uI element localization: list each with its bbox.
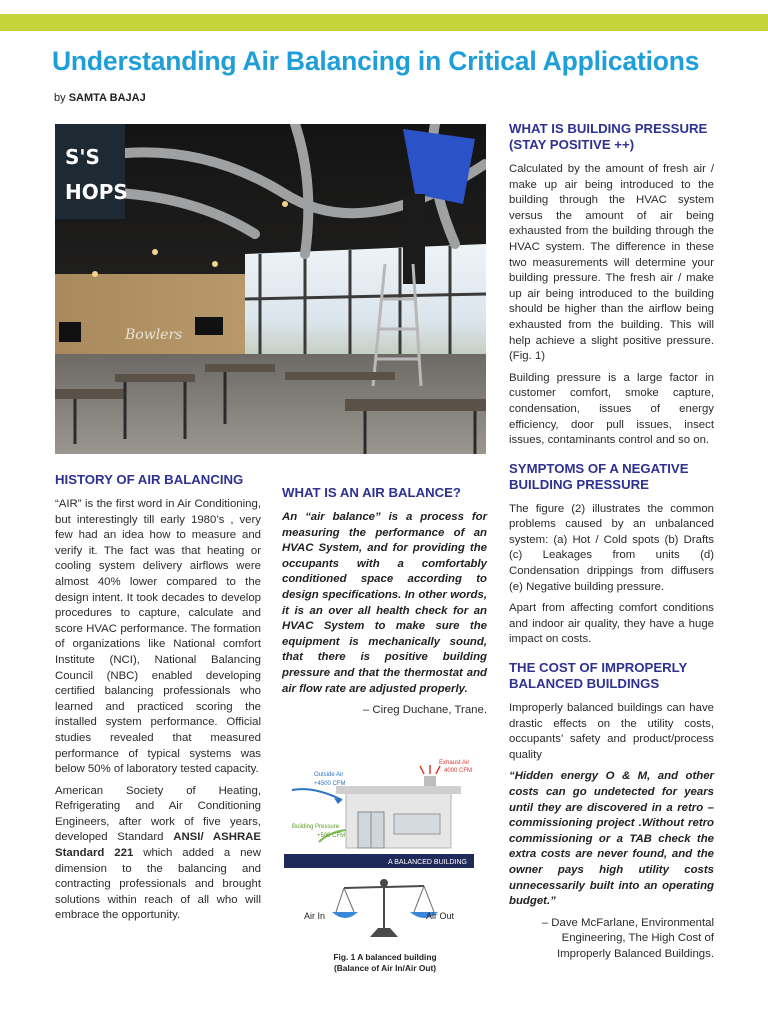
symptoms-heading: SYMPTOMS OF A NEGATIVE BUILDING PRESSURE: [509, 460, 689, 492]
history-heading: HISTORY OF AIR BALANCING: [55, 472, 244, 487]
sign-text-bottom: HOPS: [65, 180, 128, 204]
balanced-building-figure: [284, 752, 474, 957]
air-balance-quote: An “air balance” is a process for measuring the performance of an HVAC System, and for providing the occupants with a comfortably conditioned space according to design specifications. In other words, it is an over all health check for an HVAC System to make sure the equipment is mechanically sound, that there is positive building pressure and that the thermostat and air flow rate are adjusted properly.: [282, 511, 487, 695]
sign-text-top: S'S: [65, 145, 100, 169]
history-paragraph-2: [55, 784, 261, 924]
figure-caption-line-2: (Balance of Air In/Air Out): [333, 963, 437, 973]
cost-paragraph-1: Improperly balanced buildings can have drastic effects on the utility costs, occupants’ safety and product/process quality: [509, 702, 714, 761]
symptoms-paragraph-1: The figure (2) illustrates the common problems caused by an unbalanced system: (a) Hot / Cold spots (b) Drafts (c) Leakages from units (d) Condensation drippings from diffusers (e) Negative building pressure.: [509, 502, 714, 593]
air-balance-column: [282, 485, 487, 725]
figure-caption: [320, 952, 450, 974]
cost-attribution: – Dave McFarlane, Environmental Engineering, The High Cost of Improperly Balanced Buildings.: [541, 916, 714, 960]
building-pressure-label: Building Pressure: [292, 824, 340, 830]
balanced-building-banner: A BALANCED BUILDING: [388, 859, 467, 866]
mural-text: Bowlers: [125, 327, 183, 343]
right-column: [509, 121, 714, 969]
building-pressure-value: +500 CFM: [317, 833, 346, 839]
outside-air-label: Outside Air: [314, 772, 344, 778]
history-column: [55, 472, 261, 930]
air-balance-heading: WHAT IS AN AIR BALANCE?: [282, 485, 461, 500]
building-pressure-paragraph-1: Calculated by the amount of fresh air / make up air being introduced to the building through the HVAC system versus the amount of air being exhausted from the building through the HVAC system. The difference in these two measurements will determine your building pressure. The fresh air / make up air being introduced to the building should be higher than the airflow being exhausted from the building. This will help achieve a slight positive pressure. (Fig. 1): [509, 163, 714, 363]
byline: [54, 92, 146, 104]
air-in-label: Air In: [304, 911, 326, 921]
ashrae-standard: ANSI/ ASHRAE Standard 221: [55, 831, 261, 860]
exhaust-air-value: 4000 CFM: [444, 768, 473, 774]
byline-prefix: by: [54, 92, 66, 104]
figure-caption-line-1: Fig. 1 A balanced building: [333, 952, 437, 962]
cost-quote: “Hidden energy O & M, and other costs can go undetected for years until they are discovered in a retro – commissioning project .Without retro commissioning or a TAB check the extra costs are never found, and the owner pays high utility costs unnecessarily built into an operating budget.”: [509, 770, 714, 908]
article-title: Understanding Air Balancing in Critical Applications: [52, 46, 700, 76]
cost-heading: THE COST OF IMPROPERLY BALANCED BUILDINGS: [509, 660, 688, 692]
building-pressure-paragraph-2: Building pressure is a large factor in customer comfort, smoke capture, condensation, issues of energy efficiency, door pull issues, insect issues, contaminants control and so on.: [509, 371, 714, 447]
history-p2-end: which added a new dimension to the balancing and contracting professionals and brought solutions within reach of all who will embrace the opportunity.: [55, 847, 261, 922]
exhaust-air-label: Exhaust Air: [439, 760, 470, 766]
air-balance-attribution: – Cireg Duchane, Trane.: [362, 704, 487, 717]
symptoms-paragraph-2: Apart from affecting comfort conditions and indoor air quality, they have a huge impact on costs.: [509, 602, 714, 646]
history-paragraph-1: “AIR” is the first word in Air Conditioning, but interestingly till early 1980’s , very few had an idea how to measure and verify it. The fact was that heating or cooling system delivery airflows were almost 40% lower compared to the design intent. It took decades to develop procedures to capture, calculate and score HVAC performance. The formation of organizations like National comfort Institute (NCI), National Balancing Council (NBC) enabled developing certified balancing professionals who learned and practiced scoring the installed system performance. Official studies revealed that measured performance of typical systems was below 50% of laboratory tested capacity.: [55, 498, 261, 776]
author-name: SAMTA BAJAJ: [68, 92, 146, 104]
history-p2-start: American Society of Heating, Refrigerating and Air Conditioning Engineers, after work of five years, developed Standard: [55, 784, 261, 844]
outside-air-value: +4500 CFM: [314, 781, 346, 787]
building-pressure-heading: WHAT IS BUILDING PRESSURE (STAY POSITIVE ++): [509, 121, 708, 152]
top-accent-bar: [0, 14, 768, 31]
air-out-label: Air Out: [426, 911, 455, 921]
restaurant-photo: [55, 124, 486, 454]
